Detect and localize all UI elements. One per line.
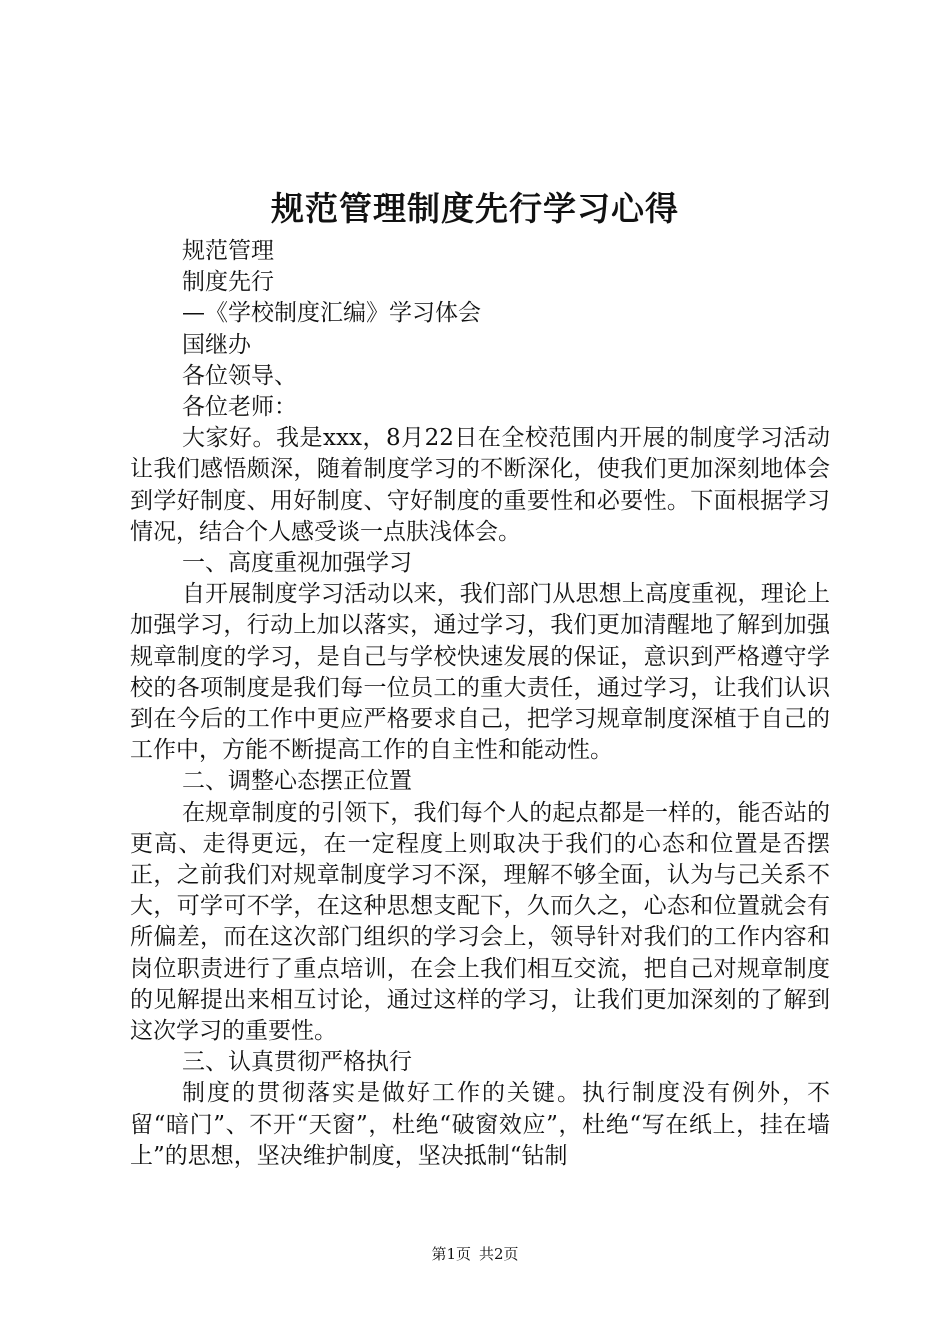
paragraph: 大家好。我是xxx，8月22日在全校范围内开展的制度学习活动让我们感悟颇深，随着制度学习的不断深化，使我们更加深刻地体会到学好制度、用好制度、守好制度的重要性和必要性。下面根据学习情况，结合个人感受谈一点肤浅体会。 bbox=[130, 425, 830, 545]
page-footer bbox=[0, 1243, 950, 1265]
paragraph: 制度的贯彻落实是做好工作的关键。执行制度没有例外，不留“暗门”、不开“天窗”，杜绝“破窗效应”，杜绝“写在纸上，挂在墙上”的思想，坚决维护制度，坚决抵制“钻制 bbox=[130, 1080, 830, 1169]
section-heading: 三、认真贯彻严格执行 bbox=[182, 1049, 412, 1076]
header-line: 国继办 bbox=[182, 331, 251, 358]
header-line: —《学校制度汇编》学习体会 bbox=[182, 300, 481, 327]
header-line: 各位领导、 bbox=[182, 362, 297, 389]
page-total: 共2页 bbox=[479, 1245, 519, 1263]
header-line: 各位老师： bbox=[182, 393, 297, 420]
header-line: 制度先行 bbox=[182, 269, 274, 296]
paragraph: 自开展制度学习活动以来，我们部门从思想上高度重视，理论上加强学习，行动上加以落实，通过学习，我们更加清醒地了解到加强规章制度的学习，是自己与学校快速发展的保证，意识到严格遵守学校的各项制度是我们每一位员工的重大责任，通过学习，让我们认识到在今后的工作中更应严格要求自己，把学习规章制度深植于自己的工作中，方能不断提高工作的自主性和能动性。 bbox=[130, 581, 830, 764]
document-body bbox=[130, 236, 830, 1172]
section-heading: 一、高度重视加强学习 bbox=[182, 549, 412, 576]
paragraph: 在规章制度的引领下，我们每个人的起点都是一样的，能否站的更高、走得更远，在一定程度上则取决于我们的心态和位置是否摆正，之前我们对规章制度学习不深，理解不够全面，认为与己关系不大，可学可不学，在这种思想支配下，久而久之，心态和位置就会有所偏差，而在这次部门组织的学习会上，领导针对我们的工作内容和岗位职责进行了重点培训，在会上我们相互交流，把自己对规章制度的见解提出来相互讨论，通过这样的学习，让我们更加深刻的了解到这次学习的重要性。 bbox=[130, 799, 830, 1044]
document-title: 规范管理制度先行学习心得 bbox=[271, 189, 679, 228]
section-heading: 二、调整心态摆正位置 bbox=[182, 768, 412, 795]
header-line: 规范管理 bbox=[182, 238, 274, 264]
page-number: 第1页 bbox=[431, 1245, 471, 1263]
